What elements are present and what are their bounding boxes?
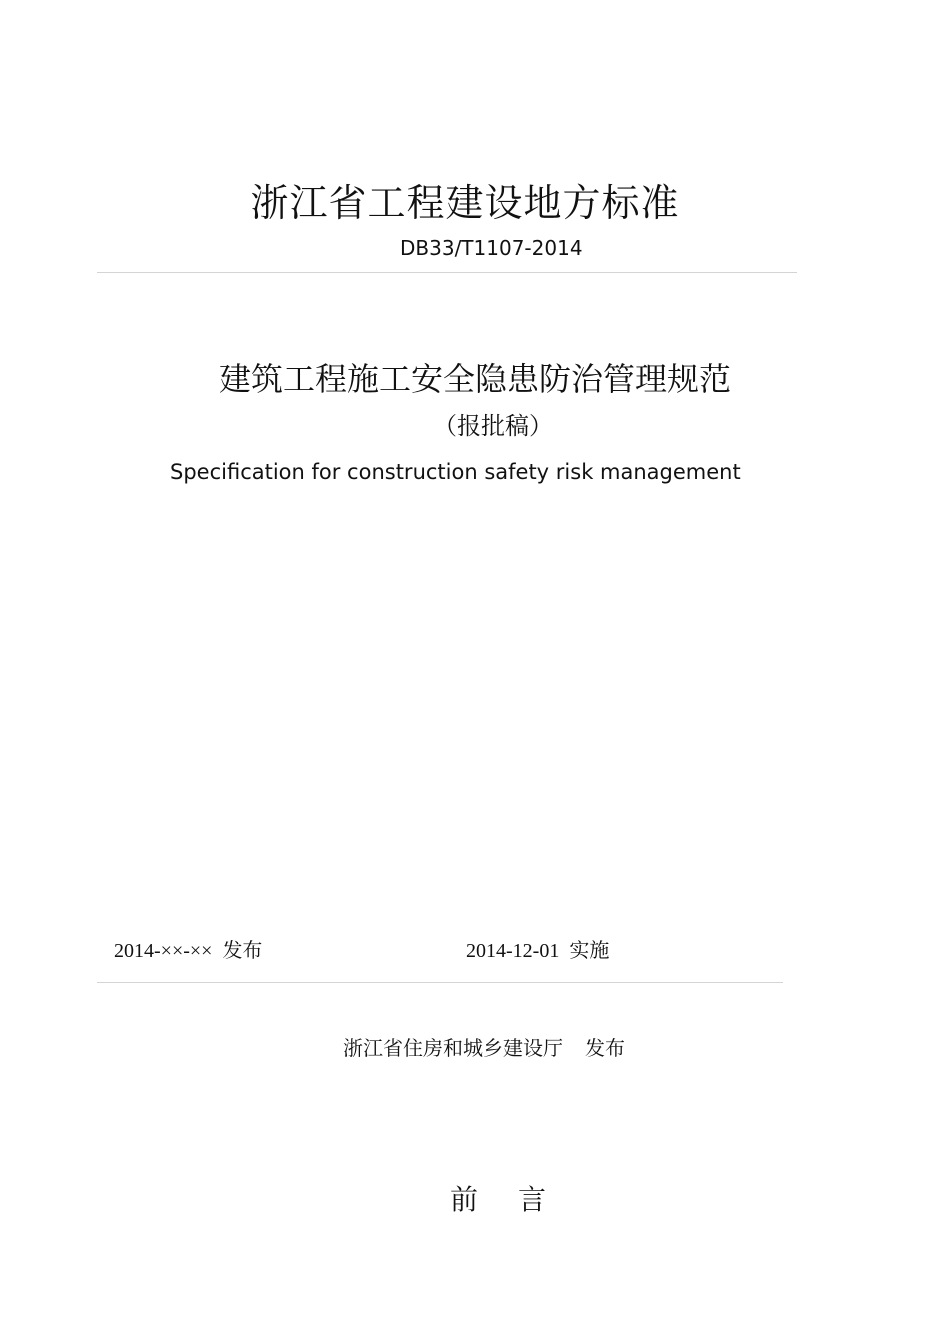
draft-status: （报批稿） bbox=[433, 412, 553, 440]
publisher-line bbox=[343, 1032, 625, 1061]
effective-label: 实施 bbox=[569, 938, 610, 962]
standard-code: DB33/T1107-2014 bbox=[400, 236, 583, 260]
release-date: 2014-××-×× bbox=[114, 940, 213, 962]
document-title-cn: 建筑工程施工安全隐患防治管理规范 bbox=[219, 360, 732, 398]
standard-category-title: 浙江省工程建设地方标准 bbox=[250, 181, 680, 225]
publisher-label: 发布 bbox=[585, 1036, 625, 1060]
effective-date-line bbox=[466, 934, 609, 963]
release-date-line bbox=[114, 934, 262, 963]
document-title-en: Specification for construction safety risk management bbox=[170, 460, 741, 484]
effective-date: 2014-12-01 bbox=[466, 940, 560, 962]
section-heading-foreword: 前言 bbox=[450, 1183, 587, 1216]
bottom-divider bbox=[97, 982, 783, 983]
top-divider bbox=[97, 272, 797, 273]
release-label: 发布 bbox=[222, 938, 263, 962]
publisher-name: 浙江省住房和城乡建设厅 bbox=[343, 1036, 563, 1060]
